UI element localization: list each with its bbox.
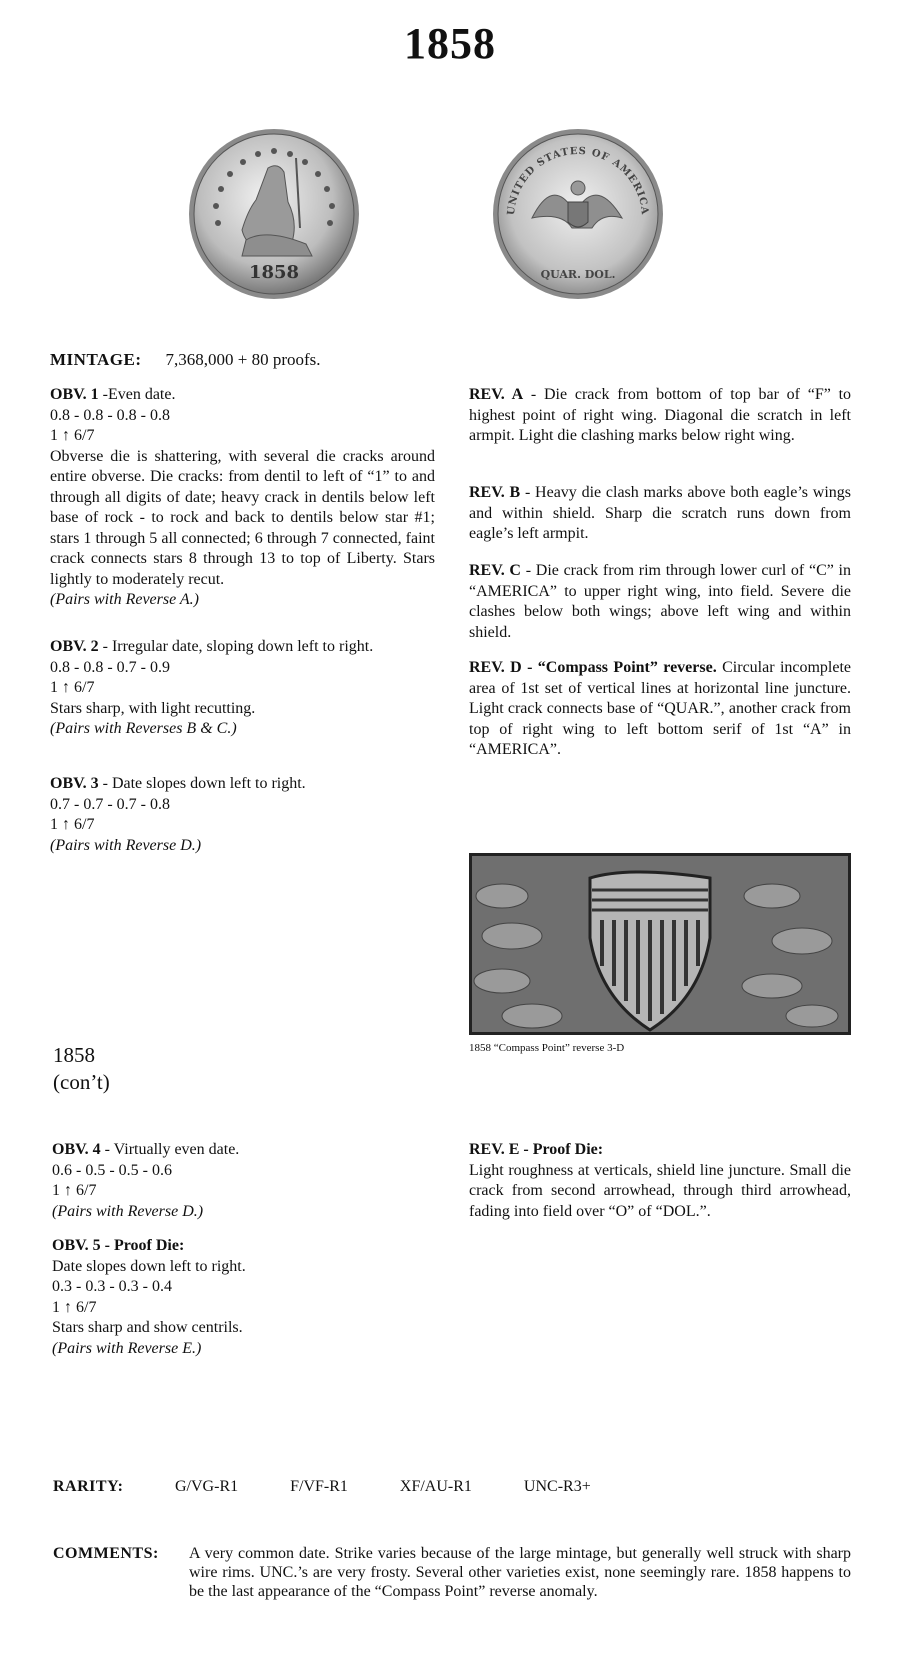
revA-label: REV. A <box>469 386 524 403</box>
revD-desc: Circular incomplete area of 1st set of vertical lines at horizontal line juncture. Light crack connects base of “QUAR.”, another crack from top of right wing to left bottom serif of 1st “A” in “AMERICA”. <box>469 659 852 758</box>
obv4-label: OBV. 4 <box>52 1141 101 1158</box>
revE-title: - Proof Die: <box>523 1141 604 1158</box>
mintage <box>50 350 321 370</box>
obv1-label: OBV. 1 <box>50 386 99 403</box>
rarity-grade: UNC-R3+ <box>523 1478 591 1495</box>
rarity-grade: G/VG-R1 <box>175 1478 239 1495</box>
obv1-block <box>50 385 435 611</box>
continued-year: 1858 <box>53 1043 95 1067</box>
revC-desc: - Die crack from rim through lower curl of “C” in “AMERICA” to upper right wing, into field. Severe die clashes below both wings; above left wing and within shield. <box>469 562 852 641</box>
revE-label: REV. E <box>469 1141 520 1158</box>
revD-label: REV. D <box>469 659 522 676</box>
closeup-caption: 1858 “Compass Point” reverse 3-D <box>469 1042 625 1054</box>
comments-label: COMMENTS: <box>53 1545 159 1562</box>
revD-title: - “Compass Point” reverse. <box>527 659 717 676</box>
revB-desc: - Heavy die clash marks above both eagle’s wings and within shield. Sharp die scratch runs down from eagle’s left armpit. <box>469 484 852 542</box>
obv1-rotation: 1 ↑ 6/7 <box>50 427 95 444</box>
mintage-label: MINTAGE: <box>50 350 142 369</box>
rarity-row <box>53 1478 853 1496</box>
revA-block <box>469 385 851 447</box>
revA-desc: - Die crack from bottom of top bar of “F” to highest point of right wing. Diagonal die scratch in left armpit. Light die clashing marks below right wing. <box>469 386 852 444</box>
obverse-coin-image <box>188 128 360 300</box>
comments-text: A very common date. Strike varies because of the large mintage, but generally well struck with sharp wire rims. UNC.’s are very frosty. Several other varieties exist, none seemingly rare. 1858 happens to be the last appearance of the “Compass Point” reverse anomaly. <box>189 1545 851 1600</box>
obv4-grades: 0.6 - 0.5 - 0.5 - 0.6 <box>52 1161 172 1179</box>
obv4-pairs: (Pairs with Reverse D.) <box>52 1202 204 1220</box>
obv4-block <box>52 1140 437 1222</box>
obv4-rotation: 1 ↑ 6/7 <box>52 1182 97 1199</box>
revC-block <box>469 561 851 643</box>
obv3-title: - Date slopes down left to right. <box>102 775 306 792</box>
obv1-desc: Obverse die is shattering, with several die cracks around entire obverse. Die cracks: from dentil to left of “1” to and through all digits of date; heavy crack in dentils below left base of rock - to rock and back to dentils below star #1; stars 1 through 5 all connected; 6 through 7 connected, faint crack connects stars 8 through 13 to top of Liberty. Stars lightly to moderately recut. <box>50 447 435 588</box>
obv5-grades: 0.3 - 0.3 - 0.3 - 0.4 <box>52 1278 172 1295</box>
page-title: 1858 <box>404 19 496 68</box>
mintage-value: 7,368,000 + 80 proofs. <box>165 350 321 369</box>
obv3-label: OBV. 3 <box>50 775 99 792</box>
coin-date: 1858 <box>248 262 300 283</box>
obv2-title: - Irregular date, sloping down left to right. <box>102 638 374 655</box>
continued-note: (con’t) <box>53 1070 110 1094</box>
obv1-grades: 0.8 - 0.8 - 0.8 - 0.8 <box>50 406 170 424</box>
obv3-rotation: 1 ↑ 6/7 <box>50 816 95 833</box>
obv5-line1: Date slopes down left to right. <box>52 1257 246 1275</box>
revE-block <box>469 1140 851 1222</box>
revC-label: REV. C <box>469 562 521 579</box>
compass-point-closeup-image <box>469 853 851 1035</box>
continued-header <box>53 1042 110 1096</box>
reverse-coin-image <box>492 128 664 300</box>
obv5-title: - Proof Die: <box>104 1237 185 1254</box>
obv5-pairs: (Pairs with Reverse E.) <box>52 1339 202 1357</box>
obv5-desc: Stars sharp and show centrils. <box>52 1319 243 1336</box>
revB-label: REV. B <box>469 484 521 501</box>
obv2-grades: 0.8 - 0.8 - 0.7 - 0.9 <box>50 658 170 676</box>
rarity-label: RARITY: <box>53 1478 124 1495</box>
obv1-title: -Even date. <box>102 386 176 403</box>
coin-legend: UNITED STATES OF AMERICA <box>505 145 651 216</box>
obv5-rotation: 1 ↑ 6/7 <box>52 1298 97 1316</box>
obv1-pairs: (Pairs with Reverse A.) <box>50 591 200 608</box>
obv5-label: OBV. 5 <box>52 1237 101 1254</box>
obv2-pairs: (Pairs with Reverses B & C.) <box>50 720 237 737</box>
obv2-label: OBV. 2 <box>50 638 99 655</box>
obv3-grades: 0.7 - 0.7 - 0.7 - 0.8 <box>50 795 170 813</box>
revB-block <box>469 483 851 545</box>
rarity-grade: XF/AU-R1 <box>399 1478 472 1495</box>
coin-denomination: QUAR. DOL. <box>540 268 616 281</box>
obv3-block <box>50 774 435 856</box>
obv3-pairs: (Pairs with Reverse D.) <box>50 836 202 854</box>
obv2-desc: Stars sharp, with light recutting. <box>50 699 256 717</box>
obv2-block <box>50 637 435 740</box>
rarity-grade: F/VF-R1 <box>290 1478 348 1495</box>
obv5-block <box>52 1236 437 1359</box>
obv2-rotation: 1 ↑ 6/7 <box>50 679 95 696</box>
obv4-title: - Virtually even date. <box>104 1141 240 1158</box>
revE-desc: Light roughness at verticals, shield line juncture. Small die crack from second arrowhead, through third arrowhead, fading into field over “O” of “DOL.”. <box>469 1161 851 1220</box>
revD-block <box>469 658 851 761</box>
